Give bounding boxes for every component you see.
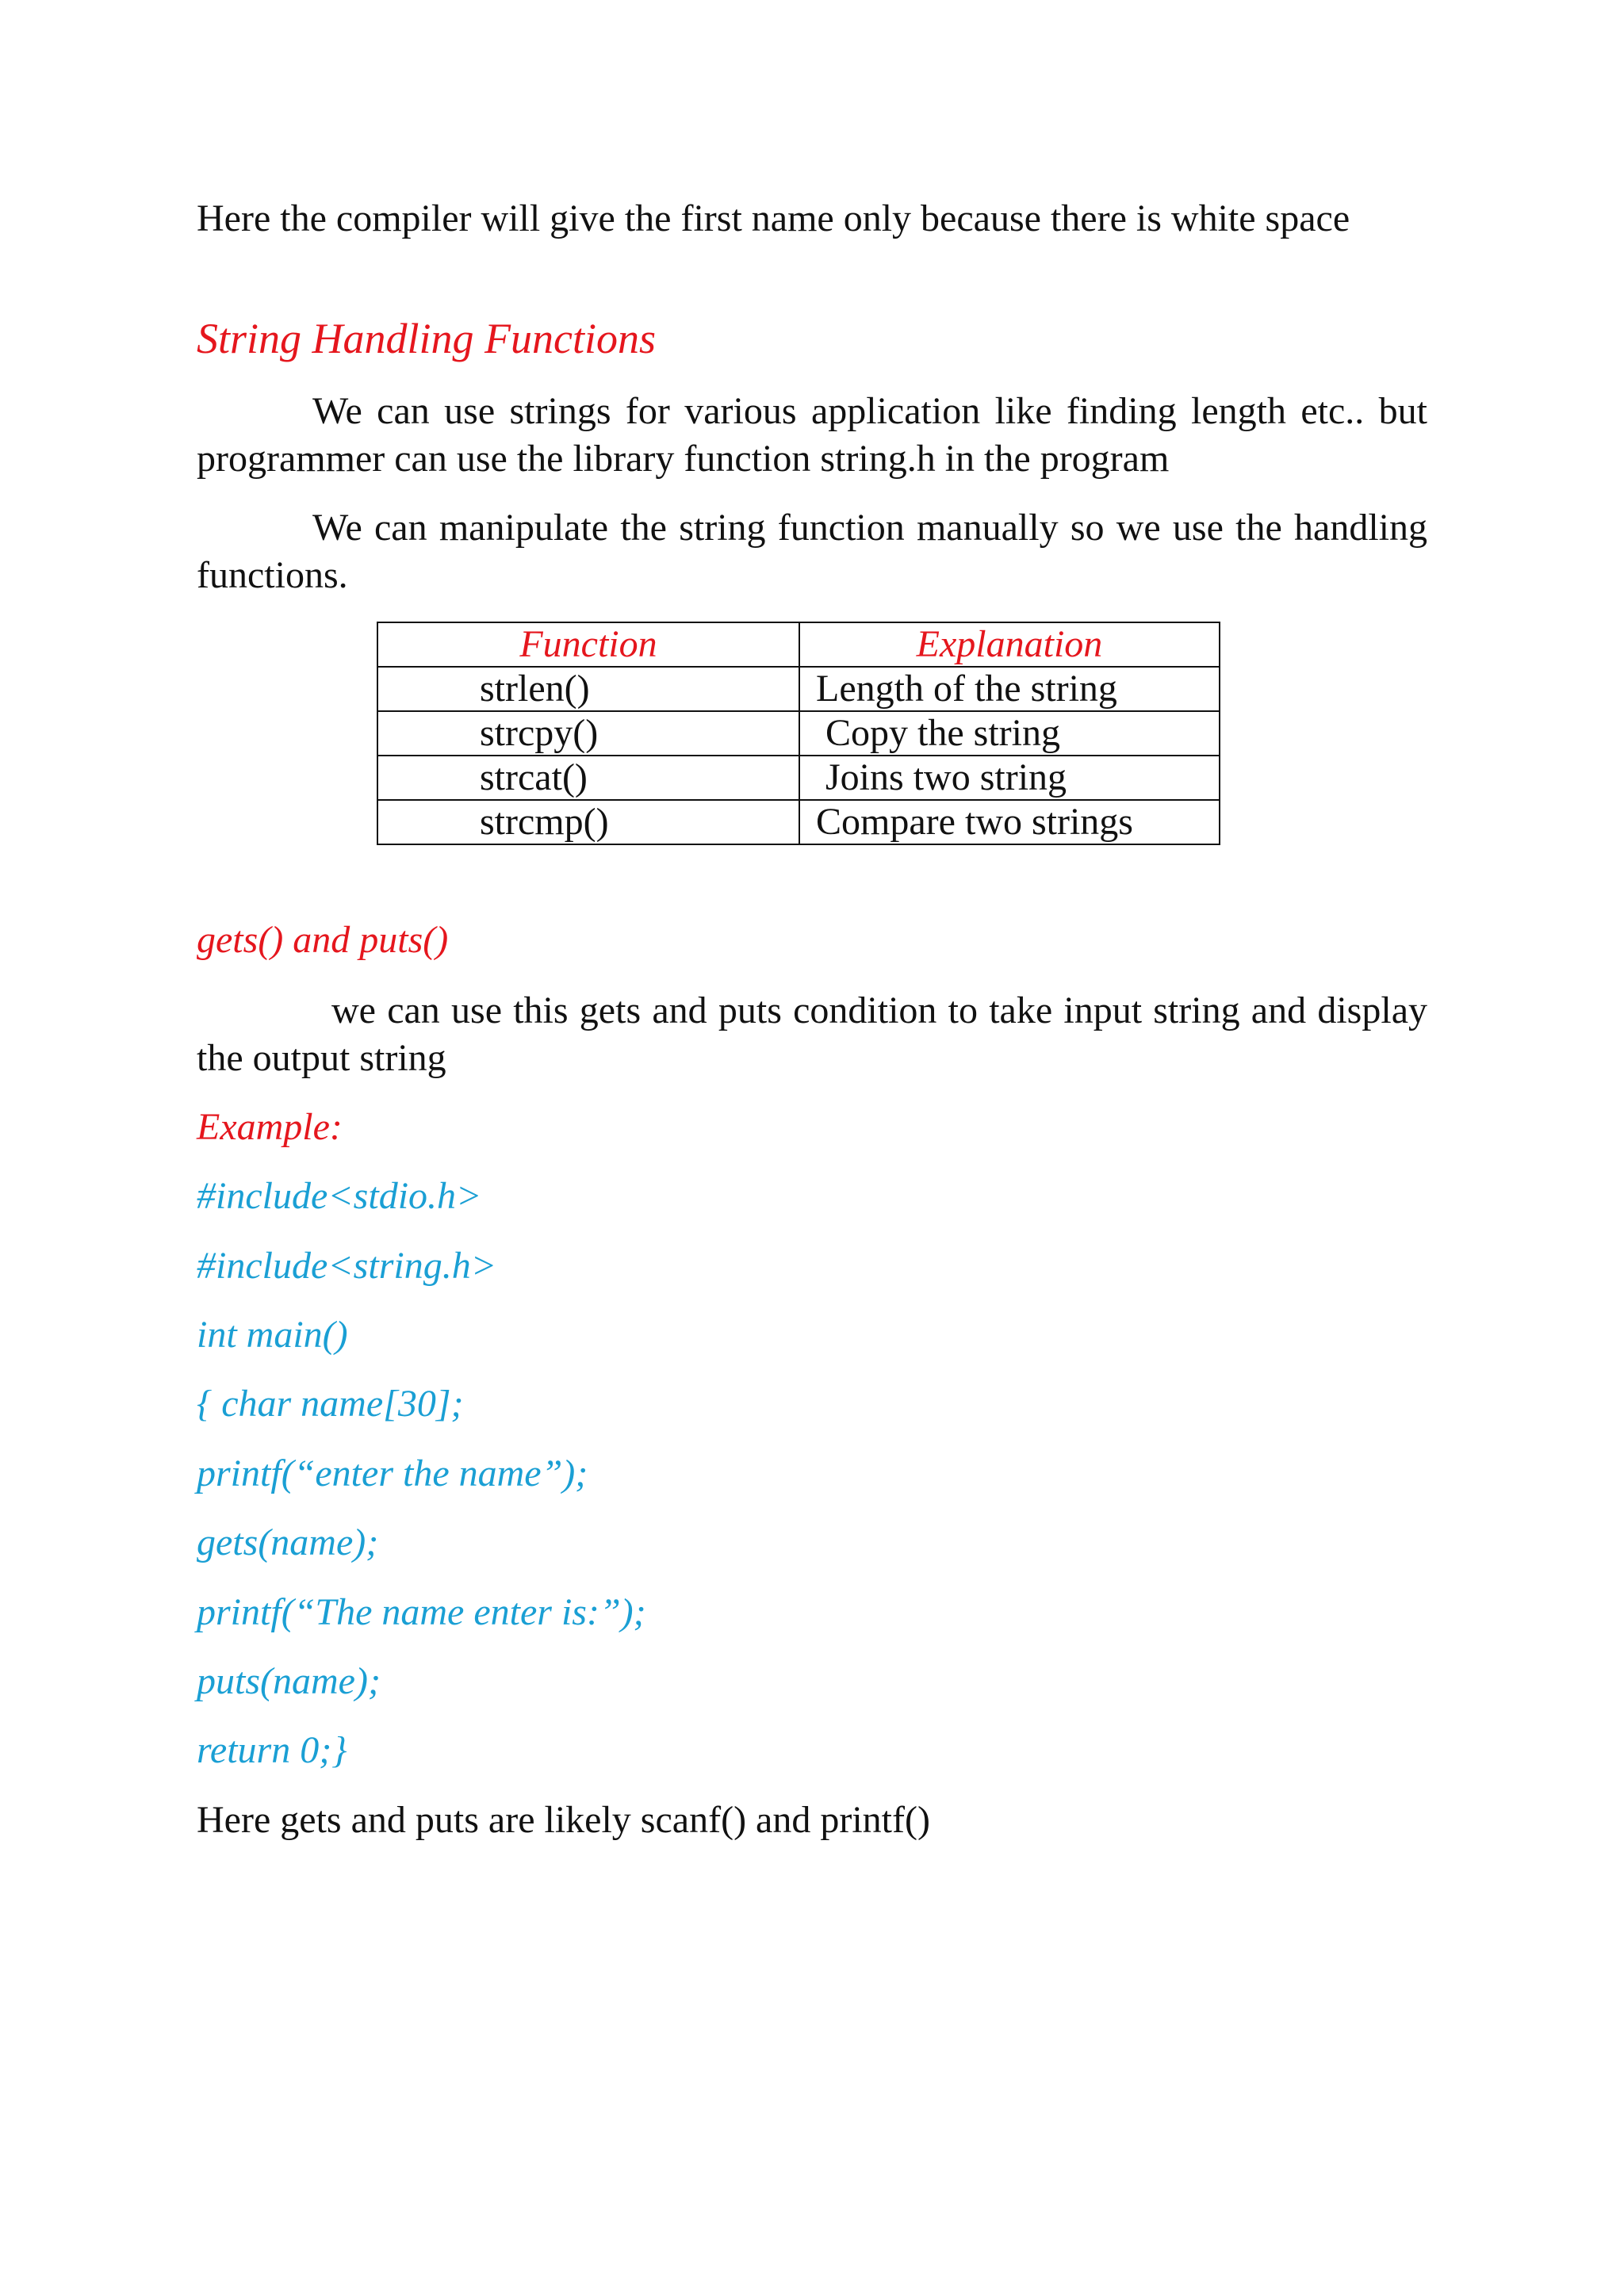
code-line: { char name[30]; [197,1383,464,1425]
code-line: gets(name); [197,1521,379,1563]
table-cell-function: strcat() [377,756,799,800]
example-label: Example: [197,1106,343,1148]
code-line: #include<stdio.h> [197,1175,482,1217]
code-line: printf(“The name enter is:”); [197,1591,646,1633]
table-row [377,667,1220,711]
table-cell-function: strlen() [377,667,799,711]
code-line: #include<string.h> [197,1245,497,1287]
table-header-function: Function [377,622,799,667]
table-cell-explanation: Compare two strings [799,800,1220,844]
code-line: printf(“enter the name”); [197,1452,588,1494]
table-row [377,711,1220,756]
table-cell-function: strcpy() [377,711,799,756]
paragraph-manipulate-text: We can manipulate the string function manually so we use the handling functions. [197,507,1427,596]
table-header-row [377,622,1220,667]
table-cell-explanation: Joins two string [799,756,1220,800]
string-functions-table [377,622,1220,845]
code-line: int main() [197,1314,348,1356]
paragraph-manipulate [197,504,1427,599]
gets-puts-paragraph [197,987,1427,1082]
intro-paragraph: Here the compiler will give the first name only because there is white space [197,197,1350,239]
table-cell-function: strcmp() [377,800,799,844]
gets-puts-paragraph-text: we can use this gets and puts condition to take input string and display the output string [197,989,1427,1079]
paragraph-strings-usage [197,388,1427,483]
gets-puts-heading: gets() and puts() [197,919,449,961]
section-heading: String Handling Functions [197,315,656,362]
code-line: return 0;} [197,1729,347,1771]
table-cell-explanation: Copy the string [799,711,1220,756]
table-header-explanation: Explanation [799,622,1220,667]
table-row [377,756,1220,800]
table-cell-explanation: Length of the string [799,667,1220,711]
closing-paragraph: Here gets and puts are likely scanf() and printf() [197,1799,930,1841]
code-line: puts(name); [197,1660,381,1702]
paragraph-strings-usage-text: We can use strings for various application like finding length etc.. but programmer can use the library function string.h in the program [197,390,1427,480]
table-row [377,800,1220,844]
